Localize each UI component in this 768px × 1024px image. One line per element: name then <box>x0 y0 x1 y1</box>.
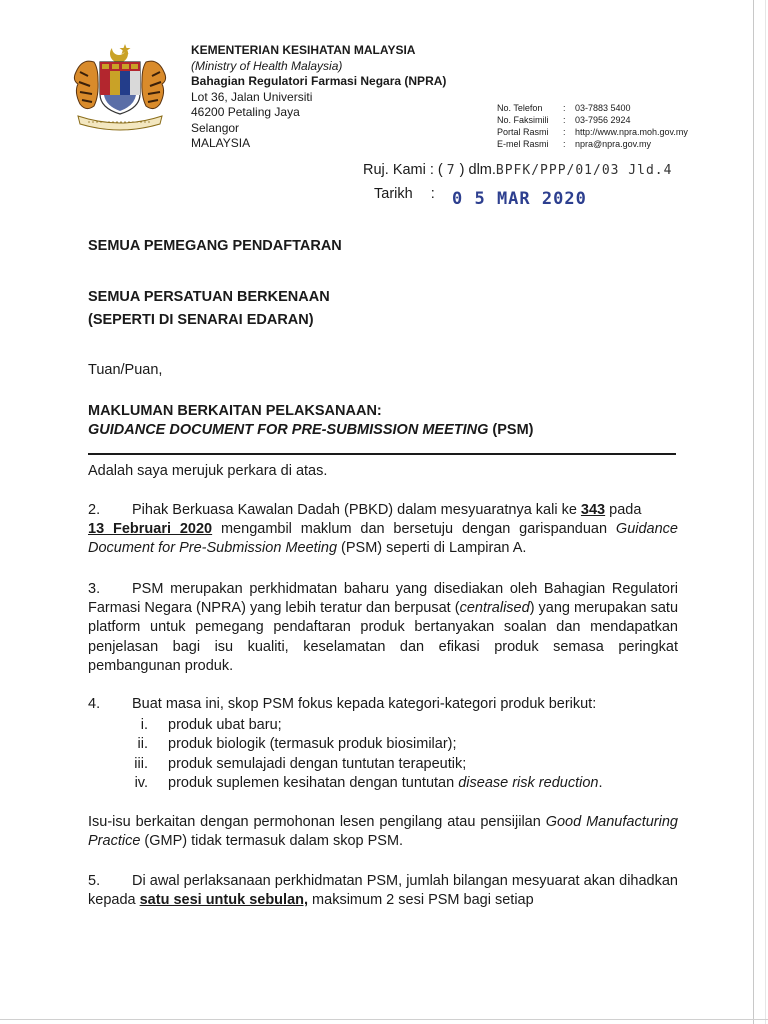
contact-row-phone <box>497 102 688 114</box>
contact-label: E-mel Rasmi <box>497 139 549 149</box>
italic-term: Good Manufacturing Practice <box>88 814 678 850</box>
recipient-line: SEMUA PEMEGANG PENDAFTARAN <box>88 238 342 254</box>
meeting-number: 343 <box>580 502 606 518</box>
contact-row-portal <box>497 126 688 138</box>
date-separator: : <box>430 186 435 202</box>
fax-number: 03-7956 2924 <box>575 115 631 125</box>
letterhead-address <box>191 43 446 152</box>
contact-separator: : <box>563 115 566 125</box>
paragraph-number: 2. <box>88 502 101 518</box>
list-item <box>88 774 678 793</box>
division-name: Bahagian Regulatori Farmasi Negara (NPRA) <box>191 74 447 88</box>
document-title: Guidance Document for Pre-Submission Meeting <box>88 521 678 557</box>
paragraph-text: Pihak Berkuasa Kawalan Dadah (PBKD) dalam mesyuaratnya kali ke <box>132 502 581 518</box>
phone-number: 03-7883 5400 <box>575 103 631 113</box>
paragraph-text: PSM merupakan perkhidmatan baharu yang disediakan oleh Bahagian Regulatori Farmasi Negara (NPRA) yang lebih teratur dan berpusat ( <box>88 581 678 617</box>
subject-line: MAKLUMAN BERKAITAN PELAKSANAAN: <box>88 403 382 419</box>
list-numeral: iii. <box>134 755 148 772</box>
list-item <box>88 716 678 735</box>
list-numeral: ii. <box>137 736 148 753</box>
paragraph-number: 4. <box>88 696 101 712</box>
paragraph-2 <box>88 501 678 559</box>
contact-separator: : <box>563 103 566 113</box>
paragraph-text: maksimum 2 sesi PSM bagi setiap <box>308 892 534 909</box>
product-category-list <box>88 716 678 793</box>
list-item-text: produk ubat baru; <box>168 717 282 734</box>
address-line: Lot 36, Jalan Universiti <box>191 89 313 104</box>
subject-underline <box>88 453 676 455</box>
handwritten-number: 7 <box>446 163 456 178</box>
page-edge-line <box>753 0 754 1024</box>
contact-label: No. Faksimili <box>497 115 549 125</box>
contact-separator: : <box>563 139 566 149</box>
paragraph-text <box>88 695 678 714</box>
list-item-text: . <box>598 774 603 791</box>
subject-heading <box>88 402 678 440</box>
recipient-block <box>88 288 678 330</box>
list-item-text: produk suplemen kesihatan dengan tuntutan <box>168 774 459 791</box>
subject-abbrev: (PSM) <box>488 422 534 439</box>
paragraph-text: ) yang merupakan satu platform untuk pemegang pendaftaran produk bertanyakan soalan dan mendapatkan penjelasan bagi isu kualiti, keselamatan dan efikasi produk semasa peringkat pembangunan produk. <box>88 600 679 674</box>
paragraph-5 <box>88 872 678 910</box>
list-item-text: produk semulajadi dengan tuntutan terapeutik; <box>168 755 467 772</box>
contact-label: No. Telefon <box>497 103 543 113</box>
paragraph-text: mengambil maklum dan bersetuju dengan garispanduan <box>212 521 616 538</box>
subject-line <box>88 421 678 440</box>
paragraph-4 <box>88 695 678 793</box>
session-limit: satu sesi untuk sebulan, <box>139 892 309 909</box>
list-item <box>88 755 678 774</box>
contact-label: Portal Rasmi <box>497 127 549 137</box>
paragraph-gmp-note <box>88 813 678 851</box>
email-link[interactable]: npra@npra.gov.my <box>575 139 652 149</box>
address-line: MALAYSIA <box>191 136 251 150</box>
italic-term: centralised <box>459 600 530 617</box>
page-bottom-edge <box>0 1019 768 1020</box>
paragraph-text: (GMP) tidak termasuk dalam skop PSM. <box>140 833 404 850</box>
paragraph-number: 5. <box>88 873 101 889</box>
malaysia-coat-of-arms-logo <box>68 42 172 132</box>
date-label: Tarikh <box>374 186 413 202</box>
handwritten-file-code: BPFK/PPP/01/03 Jld.4 <box>495 163 673 178</box>
paragraph-text: pada <box>605 502 642 518</box>
ministry-name-en: (Ministry of Health Malaysia) <box>191 58 343 73</box>
address-line: 46200 Petaling Jaya <box>191 105 300 119</box>
italic-term: disease risk reduction <box>458 774 599 791</box>
date-row <box>374 186 435 202</box>
salutation: Tuan/Puan, <box>88 362 163 378</box>
list-item-text: produk biologik (termasuk produk biosimilar); <box>168 736 457 753</box>
contact-details <box>497 102 688 150</box>
paragraph-number: 3. <box>88 581 101 597</box>
paragraph-3 <box>88 580 678 676</box>
date-stamp: 0 5 MAR 2020 <box>452 189 587 209</box>
paragraph-text: Buat masa ini, skop PSM fokus kepada kategori-kategori produk berikut: <box>132 696 597 712</box>
recipient-line: SEMUA PERSATUAN BERKENAAN <box>88 289 330 305</box>
list-item <box>88 735 678 754</box>
recipient-line: (SEPERTI DI SENARAI EDARAN) <box>88 312 314 329</box>
contact-separator: : <box>563 127 566 137</box>
list-numeral: iv. <box>134 774 148 791</box>
reference-number <box>363 162 672 178</box>
list-item-text <box>168 774 678 793</box>
subject-title-italic: GUIDANCE DOCUMENT FOR PRE-SUBMISSION MEETING <box>88 422 489 439</box>
contact-row-fax <box>497 114 688 126</box>
paragraph-text: (PSM) seperti di Lampiran A. <box>337 540 527 557</box>
portal-link[interactable]: http://www.npra.moh.gov.my <box>575 127 688 137</box>
reference-label: Ruj. Kami : ( <box>363 162 443 178</box>
ministry-name: KEMENTERIAN KESIHATAN MALAYSIA <box>191 43 416 57</box>
paragraph-intro: Adalah saya merujuk perkara di atas. <box>88 463 328 479</box>
paragraph-text: Di awal perlaksanaan perkhidmatan PSM, jumlah bilangan mesyuarat akan dihadkan kepada <box>88 873 678 909</box>
reference-prefix: ) dlm. <box>459 162 496 178</box>
address-line: Selangor <box>191 120 240 135</box>
page-edge-line <box>765 0 766 1024</box>
paragraph-text: Isu-isu berkaitan dengan permohonan lesen pengilang atau pensijilan <box>88 814 546 830</box>
contact-row-email <box>497 138 688 150</box>
list-numeral: i. <box>140 717 148 734</box>
meeting-date: 13 Februari 2020 <box>88 521 213 538</box>
